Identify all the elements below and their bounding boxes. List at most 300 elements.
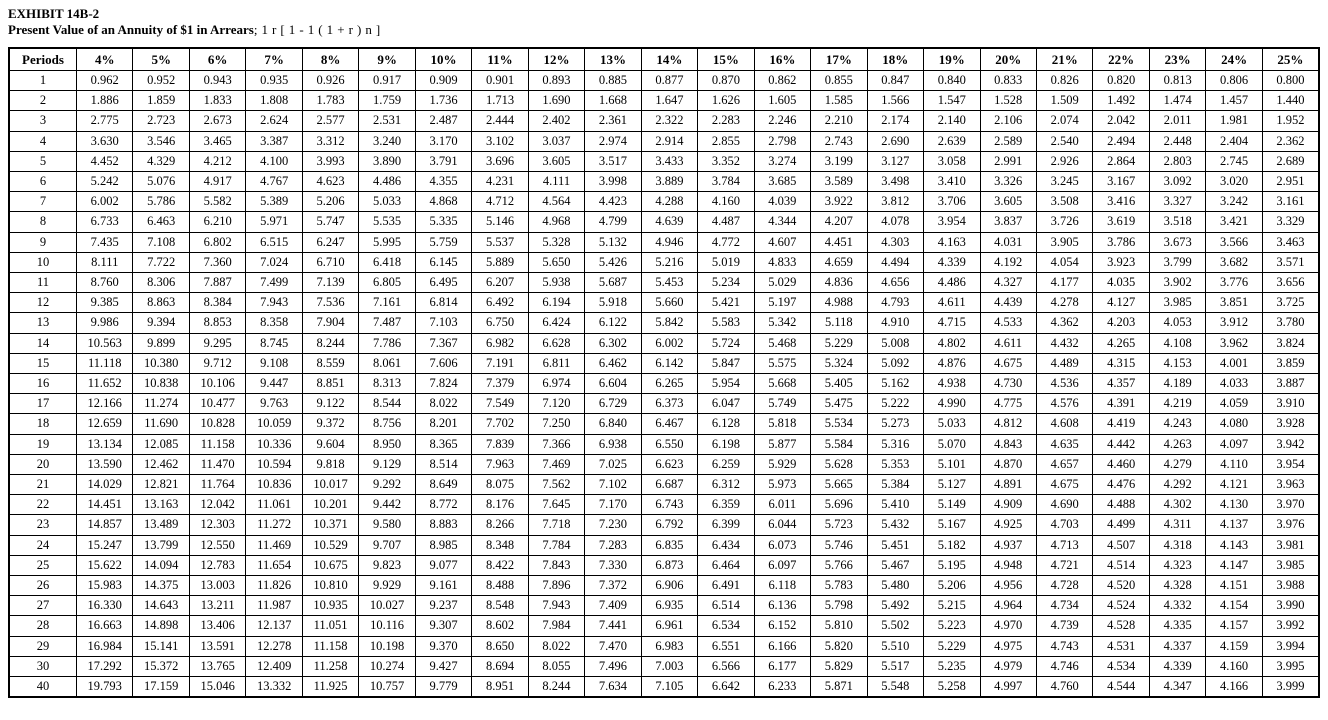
factor-cell: 14.857 — [77, 515, 133, 535]
factor-cell: 4.177 — [1036, 273, 1092, 293]
factor-cell: 4.207 — [811, 212, 867, 232]
factor-cell: 6.177 — [754, 656, 810, 676]
factor-cell: 8.365 — [415, 434, 471, 454]
factor-cell: 3.199 — [811, 151, 867, 171]
factor-cell: 4.488 — [1093, 495, 1149, 515]
factor-cell: 4.452 — [77, 151, 133, 171]
factor-cell: 6.550 — [641, 434, 697, 454]
table-row — [9, 454, 1319, 474]
factor-cell: 3.992 — [1262, 616, 1319, 636]
factor-cell: 4.730 — [980, 374, 1036, 394]
column-header-rate: 15% — [698, 48, 754, 71]
factor-cell: 14.094 — [133, 555, 189, 575]
factor-cell: 3.167 — [1093, 172, 1149, 192]
factor-cell: 5.070 — [924, 434, 980, 454]
factor-cell: 3.605 — [980, 192, 1036, 212]
column-header-rate: 24% — [1206, 48, 1262, 71]
factor-cell: 8.384 — [189, 293, 245, 313]
factor-cell: 8.358 — [246, 313, 302, 333]
factor-cell: 3.566 — [1206, 232, 1262, 252]
factor-cell: 4.534 — [1093, 656, 1149, 676]
factor-cell: 8.244 — [528, 677, 584, 698]
factor-cell: 7.379 — [472, 374, 528, 394]
column-header-rate: 11% — [472, 48, 528, 71]
factor-cell: 2.531 — [359, 111, 415, 131]
factor-cell: 6.259 — [698, 454, 754, 474]
factor-cell: 2.074 — [1036, 111, 1092, 131]
factor-cell: 4.328 — [1149, 576, 1205, 596]
factor-cell: 6.750 — [472, 313, 528, 333]
factor-cell: 3.546 — [133, 131, 189, 151]
period-cell: 12 — [9, 293, 77, 313]
factor-cell: 7.230 — [585, 515, 641, 535]
factor-cell: 9.818 — [302, 454, 358, 474]
factor-cell: 12.085 — [133, 434, 189, 454]
factor-cell: 6.136 — [754, 596, 810, 616]
factor-cell: 4.035 — [1093, 273, 1149, 293]
factor-cell: 12.409 — [246, 656, 302, 676]
factor-cell: 14.898 — [133, 616, 189, 636]
factor-cell: 5.197 — [754, 293, 810, 313]
factor-cell: 3.421 — [1206, 212, 1262, 232]
table-row — [9, 111, 1319, 131]
factor-cell: 4.970 — [980, 616, 1036, 636]
factor-cell: 5.324 — [811, 353, 867, 373]
factor-cell: 7.634 — [585, 677, 641, 698]
factor-cell: 4.265 — [1093, 333, 1149, 353]
table-row — [9, 475, 1319, 495]
factor-cell: 5.749 — [754, 394, 810, 414]
factor-cell: 4.767 — [246, 172, 302, 192]
factor-cell: 4.607 — [754, 232, 810, 252]
factor-cell: 6.811 — [528, 353, 584, 373]
factor-cell: 10.757 — [359, 677, 415, 698]
factor-cell: 5.453 — [641, 273, 697, 293]
factor-cell: 5.534 — [811, 414, 867, 434]
factor-cell: 4.355 — [415, 172, 471, 192]
factor-cell: 5.723 — [811, 515, 867, 535]
period-cell: 10 — [9, 252, 77, 272]
factor-cell: 5.696 — [811, 495, 867, 515]
factor-cell: 1.736 — [415, 91, 471, 111]
factor-cell: 4.111 — [528, 172, 584, 192]
factor-cell: 4.494 — [867, 252, 923, 272]
factor-cell: 6.359 — [698, 495, 754, 515]
factor-cell: 1.833 — [189, 91, 245, 111]
period-cell: 25 — [9, 555, 77, 575]
factor-cell: 2.322 — [641, 111, 697, 131]
factor-cell: 9.122 — [302, 394, 358, 414]
factor-cell: 4.080 — [1206, 414, 1262, 434]
factor-cell: 8.950 — [359, 434, 415, 454]
factor-cell: 3.791 — [415, 151, 471, 171]
factor-cell: 5.871 — [811, 677, 867, 698]
factor-cell: 4.946 — [641, 232, 697, 252]
factor-cell: 3.824 — [1262, 333, 1319, 353]
factor-cell: 9.161 — [415, 576, 471, 596]
factor-cell: 3.887 — [1262, 374, 1319, 394]
factor-cell: 8.514 — [415, 454, 471, 474]
factor-cell: 4.909 — [980, 495, 1036, 515]
factor-cell: 3.245 — [1036, 172, 1092, 192]
period-cell: 14 — [9, 333, 77, 353]
formula-text: ; 1 r [ 1 - 1 ( 1 + r ) n ] — [253, 22, 381, 37]
exhibit-label: EXHIBIT 14B-2 — [8, 6, 100, 21]
period-cell: 19 — [9, 434, 77, 454]
factor-cell: 1.474 — [1149, 91, 1205, 111]
factor-cell: 5.335 — [415, 212, 471, 232]
factor-cell: 4.715 — [924, 313, 980, 333]
factor-cell: 7.562 — [528, 475, 584, 495]
factor-cell: 3.518 — [1149, 212, 1205, 232]
factor-cell: 7.120 — [528, 394, 584, 414]
factor-cell: 7.025 — [585, 454, 641, 474]
factor-cell: 6.434 — [698, 535, 754, 555]
factor-cell: 5.162 — [867, 374, 923, 394]
period-cell: 8 — [9, 212, 77, 232]
factor-cell: 4.760 — [1036, 677, 1092, 698]
factor-cell: 4.910 — [867, 313, 923, 333]
factor-cell: 8.176 — [472, 495, 528, 515]
factor-cell: 3.326 — [980, 172, 1036, 192]
factor-cell: 10.116 — [359, 616, 415, 636]
factor-cell: 9.394 — [133, 313, 189, 333]
factor-cell: 3.786 — [1093, 232, 1149, 252]
factor-cell: 2.404 — [1206, 131, 1262, 151]
factor-cell: 5.517 — [867, 656, 923, 676]
factor-cell: 14.643 — [133, 596, 189, 616]
factor-cell: 4.524 — [1093, 596, 1149, 616]
factor-cell: 4.713 — [1036, 535, 1092, 555]
factor-cell: 6.233 — [754, 677, 810, 698]
factor-cell: 3.784 — [698, 172, 754, 192]
factor-cell: 4.868 — [415, 192, 471, 212]
factor-cell: 6.166 — [754, 636, 810, 656]
factor-cell: 3.058 — [924, 151, 980, 171]
factor-cell: 0.840 — [924, 71, 980, 91]
factor-cell: 4.332 — [1149, 596, 1205, 616]
period-cell: 13 — [9, 313, 77, 333]
factor-cell: 16.330 — [77, 596, 133, 616]
factor-cell: 4.039 — [754, 192, 810, 212]
factor-cell: 4.611 — [924, 293, 980, 313]
factor-cell: 3.327 — [1149, 192, 1205, 212]
factor-cell: 1.981 — [1206, 111, 1262, 131]
factor-cell: 6.961 — [641, 616, 697, 636]
factor-cell: 5.222 — [867, 394, 923, 414]
factor-cell: 4.964 — [980, 596, 1036, 616]
factor-cell: 3.780 — [1262, 313, 1319, 333]
factor-cell: 8.985 — [415, 535, 471, 555]
factor-cell: 9.237 — [415, 596, 471, 616]
factor-cell: 5.475 — [811, 394, 867, 414]
factor-cell: 6.710 — [302, 252, 358, 272]
factor-cell: 7.250 — [528, 414, 584, 434]
factor-cell: 4.533 — [980, 313, 1036, 333]
factor-cell: 6.982 — [472, 333, 528, 353]
factor-cell: 5.206 — [302, 192, 358, 212]
factor-cell: 4.489 — [1036, 353, 1092, 373]
factor-cell: 3.673 — [1149, 232, 1205, 252]
column-header-rate: 9% — [359, 48, 415, 71]
factor-cell: 10.810 — [302, 576, 358, 596]
factor-cell: 5.206 — [924, 576, 980, 596]
factor-cell: 4.347 — [1149, 677, 1205, 698]
factor-cell: 3.605 — [528, 151, 584, 171]
factor-cell: 4.746 — [1036, 656, 1092, 676]
factor-cell: 7.366 — [528, 434, 584, 454]
factor-cell: 4.147 — [1206, 555, 1262, 575]
factor-cell: 5.818 — [754, 414, 810, 434]
factor-cell: 5.510 — [867, 636, 923, 656]
factor-cell: 5.146 — [472, 212, 528, 232]
factor-cell: 5.929 — [754, 454, 810, 474]
factor-cell: 2.991 — [980, 151, 1036, 171]
factor-cell: 13.332 — [246, 677, 302, 698]
factor-cell: 5.687 — [585, 273, 641, 293]
factor-cell: 3.387 — [246, 131, 302, 151]
factor-cell: 3.851 — [1206, 293, 1262, 313]
factor-cell: 8.602 — [472, 616, 528, 636]
factor-cell: 0.962 — [77, 71, 133, 91]
table-row — [9, 515, 1319, 535]
factor-cell: 3.976 — [1262, 515, 1319, 535]
column-header-rate: 25% — [1262, 48, 1319, 71]
column-header-rate: 6% — [189, 48, 245, 71]
factor-cell: 4.486 — [924, 273, 980, 293]
factor-cell: 17.292 — [77, 656, 133, 676]
factor-cell: 1.457 — [1206, 91, 1262, 111]
factor-cell: 4.870 — [980, 454, 1036, 474]
factor-cell: 5.384 — [867, 475, 923, 495]
factor-cell: 4.108 — [1149, 333, 1205, 353]
factor-cell: 3.517 — [585, 151, 641, 171]
factor-cell: 11.987 — [246, 596, 302, 616]
factor-cell: 3.994 — [1262, 636, 1319, 656]
factor-cell: 3.312 — [302, 131, 358, 151]
factor-cell: 5.258 — [924, 677, 980, 698]
factor-cell: 3.837 — [980, 212, 1036, 232]
factor-cell: 5.971 — [246, 212, 302, 232]
column-header-rate: 7% — [246, 48, 302, 71]
factor-cell: 5.216 — [641, 252, 697, 272]
factor-cell: 15.983 — [77, 576, 133, 596]
factor-cell: 8.772 — [415, 495, 471, 515]
factor-cell: 5.273 — [867, 414, 923, 434]
factor-cell: 6.198 — [698, 434, 754, 454]
factor-cell: 12.166 — [77, 394, 133, 414]
factor-cell: 6.938 — [585, 434, 641, 454]
factor-cell: 4.130 — [1206, 495, 1262, 515]
factor-cell: 4.143 — [1206, 535, 1262, 555]
factor-cell: 6.515 — [246, 232, 302, 252]
factor-cell: 4.507 — [1093, 535, 1149, 555]
table-row — [9, 172, 1319, 192]
factor-cell: 4.675 — [980, 353, 1036, 373]
factor-cell: 6.733 — [77, 212, 133, 232]
factor-cell: 4.520 — [1093, 576, 1149, 596]
factor-cell: 4.799 — [585, 212, 641, 232]
factor-cell: 6.642 — [698, 677, 754, 698]
period-cell: 28 — [9, 616, 77, 636]
factor-cell: 0.901 — [472, 71, 528, 91]
factor-cell: 2.589 — [980, 131, 1036, 151]
factor-cell: 5.786 — [133, 192, 189, 212]
factor-cell: 4.339 — [924, 252, 980, 272]
factor-cell: 4.219 — [1149, 394, 1205, 414]
factor-cell: 0.943 — [189, 71, 245, 91]
factor-cell: 2.690 — [867, 131, 923, 151]
table-row — [9, 273, 1319, 293]
factor-cell: 4.001 — [1206, 353, 1262, 373]
factor-cell: 1.440 — [1262, 91, 1319, 111]
factor-cell: 7.896 — [528, 576, 584, 596]
factor-cell: 2.775 — [77, 111, 133, 131]
factor-cell: 5.033 — [359, 192, 415, 212]
factor-cell: 9.899 — [133, 333, 189, 353]
factor-cell: 8.745 — [246, 333, 302, 353]
factor-cell: 4.712 — [472, 192, 528, 212]
factor-cell: 9.763 — [246, 394, 302, 414]
factor-cell: 11.764 — [189, 475, 245, 495]
factor-cell: 1.859 — [133, 91, 189, 111]
table-row — [9, 495, 1319, 515]
factor-cell: 4.948 — [980, 555, 1036, 575]
factor-cell: 6.840 — [585, 414, 641, 434]
factor-cell: 5.575 — [754, 353, 810, 373]
factor-cell: 5.132 — [585, 232, 641, 252]
factor-cell: 13.211 — [189, 596, 245, 616]
factor-cell: 4.432 — [1036, 333, 1092, 353]
factor-cell: 4.423 — [585, 192, 641, 212]
factor-cell: 9.580 — [359, 515, 415, 535]
factor-cell: 8.075 — [472, 475, 528, 495]
factor-cell: 4.802 — [924, 333, 980, 353]
factor-cell: 4.772 — [698, 232, 754, 252]
factor-cell: 4.979 — [980, 656, 1036, 676]
factor-cell: 10.380 — [133, 353, 189, 373]
factor-cell: 7.470 — [585, 636, 641, 656]
factor-cell: 6.805 — [359, 273, 415, 293]
factor-cell: 5.668 — [754, 374, 810, 394]
factor-cell: 3.962 — [1206, 333, 1262, 353]
factor-cell: 6.983 — [641, 636, 697, 656]
factor-cell: 6.152 — [754, 616, 810, 636]
factor-cell: 2.673 — [189, 111, 245, 131]
factor-cell: 4.514 — [1093, 555, 1149, 575]
factor-cell: 8.422 — [472, 555, 528, 575]
factor-cell: 2.283 — [698, 111, 754, 131]
factor-cell: 5.582 — [189, 192, 245, 212]
factor-cell: 6.418 — [359, 252, 415, 272]
factor-cell: 0.855 — [811, 71, 867, 91]
factor-cell: 10.336 — [246, 434, 302, 454]
factor-cell: 6.044 — [754, 515, 810, 535]
factor-cell: 7.360 — [189, 252, 245, 272]
factor-cell: 4.623 — [302, 172, 358, 192]
factor-cell: 5.665 — [811, 475, 867, 495]
column-header-periods: Periods — [9, 48, 77, 71]
factor-cell: 8.061 — [359, 353, 415, 373]
factor-cell: 4.793 — [867, 293, 923, 313]
factor-cell: 3.170 — [415, 131, 471, 151]
factor-cell: 7.904 — [302, 313, 358, 333]
factor-cell: 11.690 — [133, 414, 189, 434]
factor-cell: 10.675 — [302, 555, 358, 575]
factor-cell: 8.760 — [77, 273, 133, 293]
column-header-rate: 18% — [867, 48, 923, 71]
factor-cell: 7.487 — [359, 313, 415, 333]
factor-cell: 0.800 — [1262, 71, 1319, 91]
factor-cell: 8.650 — [472, 636, 528, 656]
factor-cell: 4.576 — [1036, 394, 1092, 414]
factor-cell: 5.759 — [415, 232, 471, 252]
factor-cell: 19.793 — [77, 677, 133, 698]
column-header-rate: 8% — [302, 48, 358, 71]
factor-cell: 2.362 — [1262, 131, 1319, 151]
factor-cell: 4.721 — [1036, 555, 1092, 575]
factor-cell: 8.022 — [528, 636, 584, 656]
table-row — [9, 677, 1319, 698]
factor-cell: 0.826 — [1036, 71, 1092, 91]
factor-cell: 7.702 — [472, 414, 528, 434]
factor-cell: 5.783 — [811, 576, 867, 596]
factor-cell: 6.873 — [641, 555, 697, 575]
factor-cell: 5.234 — [698, 273, 754, 293]
factor-cell: 4.812 — [980, 414, 1036, 434]
factor-cell: 4.231 — [472, 172, 528, 192]
factor-cell: 0.847 — [867, 71, 923, 91]
factor-cell: 5.724 — [698, 333, 754, 353]
factor-cell: 11.158 — [189, 434, 245, 454]
factor-cell: 3.985 — [1262, 555, 1319, 575]
factor-cell: 5.954 — [698, 374, 754, 394]
factor-cell: 6.002 — [641, 333, 697, 353]
factor-cell: 0.813 — [1149, 71, 1205, 91]
factor-cell: 3.242 — [1206, 192, 1262, 212]
factor-cell: 4.938 — [924, 374, 980, 394]
factor-cell: 2.798 — [754, 131, 810, 151]
factor-cell: 4.544 — [1093, 677, 1149, 698]
table-row — [9, 192, 1319, 212]
factor-cell: 9.129 — [359, 454, 415, 474]
factor-cell: 10.017 — [302, 475, 358, 495]
factor-cell: 8.851 — [302, 374, 358, 394]
factor-cell: 7.102 — [585, 475, 641, 495]
factor-cell: 2.803 — [1149, 151, 1205, 171]
table-row — [9, 535, 1319, 555]
factor-cell: 4.925 — [980, 515, 1036, 535]
factor-cell: 7.943 — [246, 293, 302, 313]
factor-cell: 5.223 — [924, 616, 980, 636]
factor-cell: 4.315 — [1093, 353, 1149, 373]
factor-cell: 5.747 — [302, 212, 358, 232]
factor-cell: 13.591 — [189, 636, 245, 656]
factor-cell: 6.534 — [698, 616, 754, 636]
factor-cell: 6.467 — [641, 414, 697, 434]
factor-cell: 4.127 — [1093, 293, 1149, 313]
factor-cell: 6.628 — [528, 333, 584, 353]
factor-cell: 4.212 — [189, 151, 245, 171]
factor-cell: 4.279 — [1149, 454, 1205, 474]
factor-cell: 11.051 — [302, 616, 358, 636]
factor-cell: 12.303 — [189, 515, 245, 535]
factor-cell: 6.551 — [698, 636, 754, 656]
table-row — [9, 91, 1319, 111]
factor-cell: 9.108 — [246, 353, 302, 373]
factor-cell: 3.656 — [1262, 273, 1319, 293]
factor-cell: 0.885 — [585, 71, 641, 91]
